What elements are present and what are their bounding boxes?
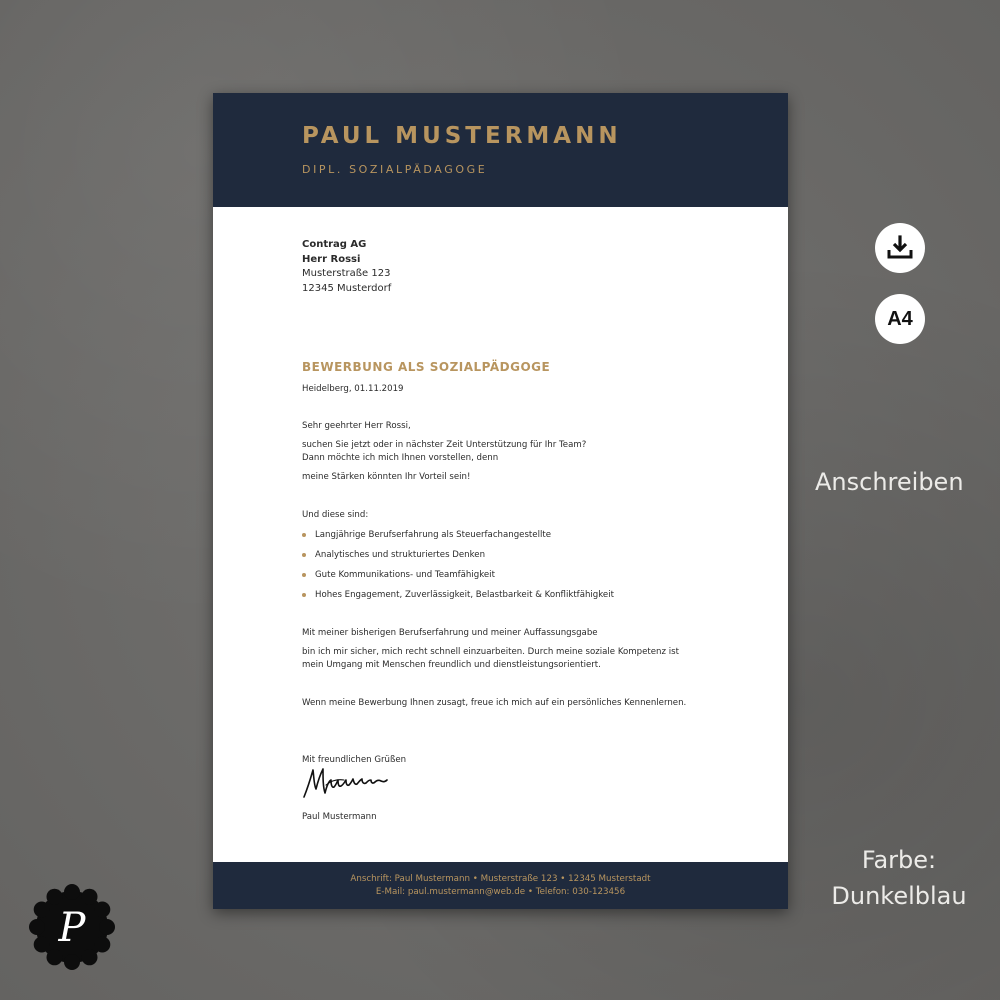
strengths-list [302, 529, 614, 609]
salutation: Sehr geehrter Herr Rossi, [302, 421, 411, 431]
list-item [302, 589, 614, 609]
list-item [302, 569, 614, 589]
handwritten-signature [302, 765, 388, 801]
document-footer [213, 862, 788, 909]
footer-contact: E-Mail: paul.mustermann@web.de • Telefon: 030-123456 [375, 887, 626, 897]
body-line: bin ich mir sicher, mich recht schnell einzuarbeiten. Durch meine soziale Kompetenz ist [302, 647, 679, 657]
color-value-label: Dunkelblau [831, 882, 967, 910]
scalloped-badge-logo [29, 884, 115, 970]
logo-letter: P [58, 905, 86, 951]
list-item [302, 529, 614, 549]
document-type-label: Anschreiben [815, 468, 964, 496]
body-line: Mit meiner bisherigen Berufserfahrung und meiner Auffassungsgabe [302, 628, 598, 638]
bullet-dot-icon [302, 553, 306, 557]
recipient-street: Musterstraße 123 [302, 268, 391, 279]
greeting: Mit freundlichen Grüßen [302, 755, 407, 765]
place-date: Heidelberg, 01.11.2019 [302, 384, 404, 394]
body-line: mein Umgang mit Menschen freundlich und dienstleistungsorientiert. [302, 660, 601, 670]
format-badge [875, 294, 925, 344]
cover-letter-document [213, 93, 788, 909]
list-intro: Und diese sind: [302, 510, 369, 520]
sender-name: Paul Mustermann [302, 812, 377, 822]
bullet-dot-icon [302, 593, 306, 597]
applicant-name: PAUL MUSTERMANN [302, 123, 622, 149]
list-item-text: Gute Kommunikations- und Teamfähigkeit [315, 570, 495, 580]
document-header [213, 93, 788, 207]
letter-subject: BEWERBUNG ALS SOZIALPÄDGOGE [302, 360, 551, 374]
download-icon [885, 234, 915, 262]
color-label: Farbe: [861, 846, 937, 874]
list-item [302, 549, 614, 569]
format-label: A4 [887, 307, 913, 330]
footer-address: Anschrift: Paul Mustermann • Musterstraße 123 • 12345 Musterstadt [350, 874, 651, 884]
list-item-text: Hohes Engagement, Zuverlässigkeit, Belastbarkeit & Konfliktfähigkeit [315, 590, 614, 600]
list-item-text: Langjährige Berufserfahrung als Steuerfachangestellte [315, 530, 552, 540]
download-badge [875, 223, 925, 273]
intro-line: suchen Sie jetzt oder in nächster Zeit Unterstützung für Ihr Team? [302, 440, 587, 450]
applicant-title: DIPL. SOZIALPÄDAGOGE [302, 163, 488, 176]
intro-line: meine Stärken könnten Ihr Vorteil sein! [302, 472, 471, 482]
recipient-company: Contrag AG [302, 239, 367, 250]
bullet-dot-icon [302, 533, 306, 537]
bullet-dot-icon [302, 573, 306, 577]
closing-line: Wenn meine Bewerbung Ihnen zusagt, freue ich mich auf ein persönliches Kennenlernen. [302, 698, 687, 708]
recipient-address [302, 238, 391, 296]
intro-line: Dann möchte ich mich Ihnen vorstellen, denn [302, 453, 499, 463]
recipient-person: Herr Rossi [302, 253, 361, 265]
list-item-text: Analytisches und strukturiertes Denken [315, 550, 486, 560]
recipient-city: 12345 Musterdorf [302, 282, 392, 294]
